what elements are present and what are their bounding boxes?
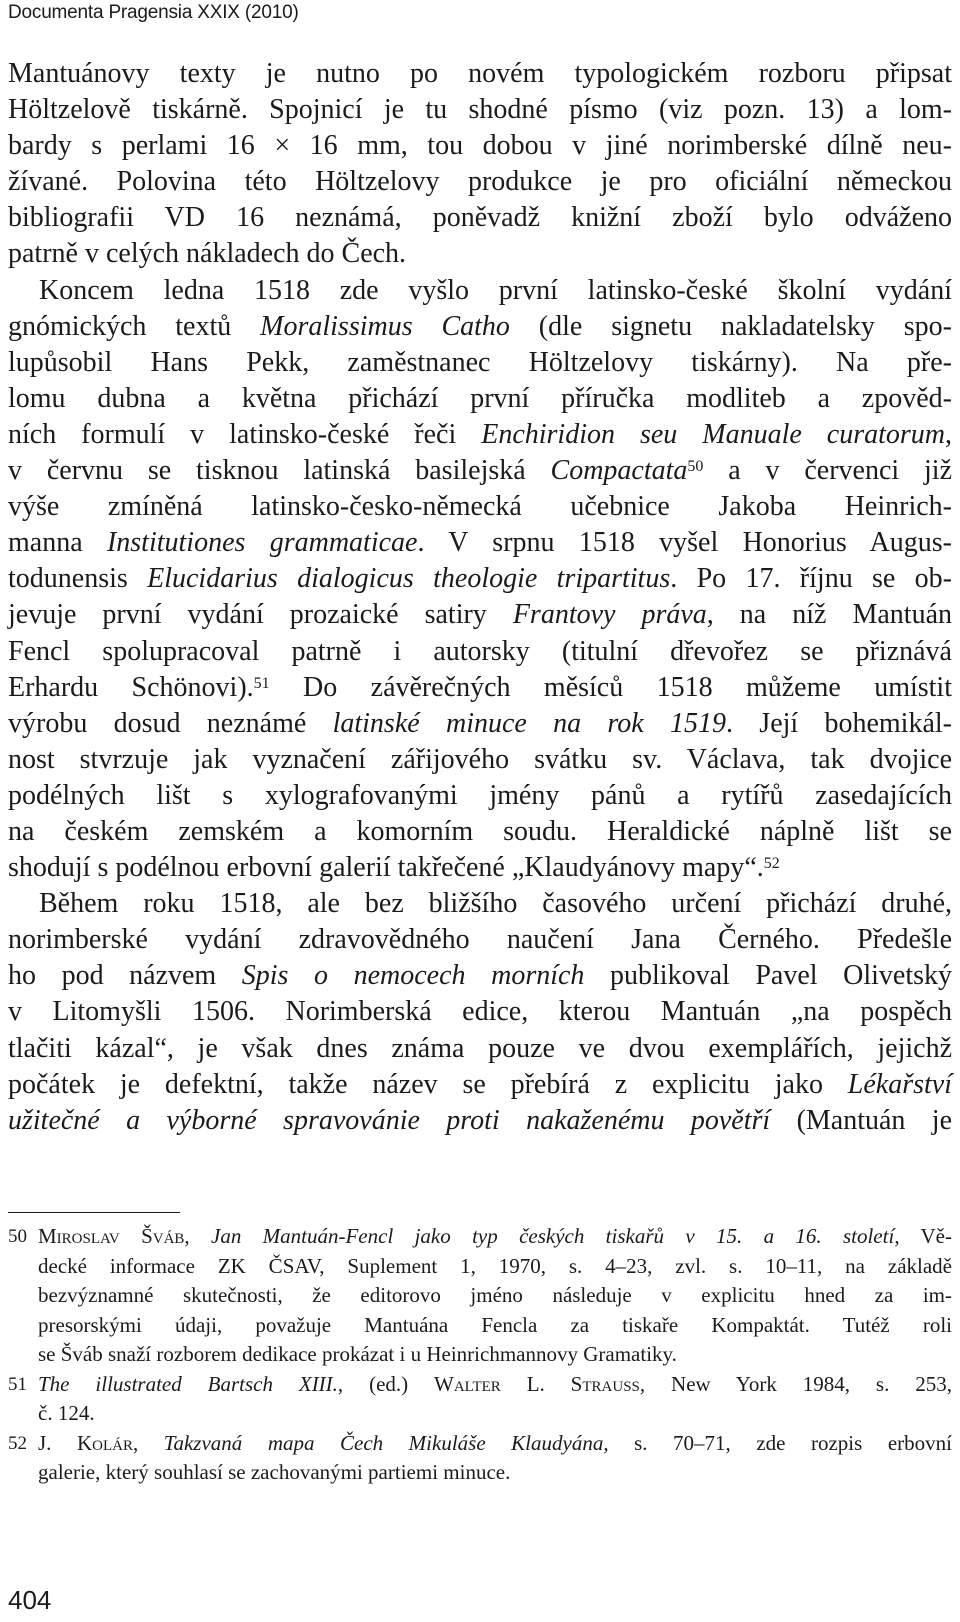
footnotes (8, 1222, 952, 1488)
text-line (8, 561, 952, 597)
italic-title: Frantovy práva (512, 599, 707, 631)
italic-title: Takzvaná mapa Čech Mikuláše Klaudyána (163, 1430, 604, 1455)
footnote-ref: 52 (763, 855, 780, 873)
text-line (8, 164, 952, 200)
text-run: publikoval Pavel Olivetský (584, 960, 953, 992)
footnote-line (8, 1399, 952, 1429)
text-run: nost stvrzuje jak vyznačení zářijového svátku sv. Václava, tak dvojice (8, 743, 952, 775)
footnote (8, 1370, 952, 1429)
text-run: shodují s podélnou erbovní galerií takřečené „Klaudyánovy mapy“. (8, 852, 764, 884)
text-run: počátek je defektní, takže název se přebírá z explicitu jako (8, 1068, 848, 1100)
italic-title: Spis o nemocech morních (241, 960, 585, 992)
text-run: , (945, 418, 952, 450)
text-run: patrně v celých nákladech do Čech. (8, 238, 407, 270)
text-run: lupůsobil Hans Pekk, zaměstnanec Höltzelovy tiskárny). Na pře- (8, 346, 952, 378)
text-run: (dle signetu nakladatelsky spo- (509, 310, 952, 342)
text-run: Erhardu Schönovi). (8, 671, 254, 703)
footnote-line (8, 1340, 952, 1370)
italic-title: latinské minuce na rok 1519 (332, 707, 726, 739)
text-line (8, 850, 952, 886)
text-run: ních formulí v latinsko-české řeči (8, 418, 482, 450)
text-run: . V srpnu 1518 vyšel Honorius Augus- (417, 527, 952, 559)
text-run: podélných lišt s xylografovanými jmény pánů a rytířů zasedajících (8, 779, 952, 811)
italic-title: Elucidarius dialogicus theologie tripartitus (147, 563, 671, 595)
text-line (8, 597, 952, 633)
footnote (8, 1222, 952, 1370)
text-line (8, 1103, 952, 1139)
text-run: Během roku 1518, ale bez bližšího časového určení přichází druhé, (39, 888, 952, 920)
text-run: , s. 70–71, zde rozpis erbovní (603, 1430, 952, 1455)
text-run: Mantuánovy texty je nutno po novém typologickém rozboru připsat (8, 58, 952, 89)
body-text (8, 56, 952, 1139)
text-run: bezvýznamné skutečnosti, že editorovo jméno následuje v explicitu hned za im- (38, 1283, 952, 1307)
text-line (8, 236, 952, 272)
footnote-line (8, 1281, 952, 1311)
text-line (8, 489, 952, 525)
text-run: , na níž Mantuán (706, 599, 952, 631)
italic-title: užitečné a výborné spravovánie proti nakaženému povětří (8, 1104, 771, 1136)
italic-title: Compactata (550, 455, 688, 487)
footnote-number: 50 (8, 1226, 27, 1247)
text-line (8, 670, 952, 706)
text-run: č. 124. (38, 1401, 95, 1425)
text-run: , Vě- (894, 1224, 952, 1248)
text-run: v červnu se tisknou latinská basilejská (8, 455, 551, 487)
text-run: Höltzelově tiskárně. Spojnicí je tu shodné písmo (viz pozn. 13) a lom- (8, 94, 952, 126)
text-line (8, 200, 952, 236)
text-run: na českém zemském a komorním soudu. Heraldické náplně lišt se (8, 815, 952, 847)
text-run: se Šváb snaží rozborem dedikace prokázat i u Heinrichmannovy Gramatiky. (38, 1342, 677, 1366)
footnote-line (8, 1252, 952, 1282)
text-run: lomu dubna a května přichází první příručka modliteb a zpověd- (8, 382, 952, 414)
text-line (8, 309, 952, 345)
text-run: Do závěrečných měsíců 1518 můžeme umístit (269, 671, 952, 703)
italic-title: Institutiones grammaticae (106, 527, 418, 559)
text-run: výše zmíněná latinsko-česko-německá učebnice Jakoba Heinrich- (8, 491, 952, 523)
text-line (8, 994, 952, 1030)
text-run: J. (38, 1430, 77, 1455)
italic-title: The illustrated Bartsch XIII. (38, 1371, 338, 1396)
text-line (8, 92, 952, 128)
text-run: , (132, 1430, 164, 1455)
author-name: Walter L. Strauss (434, 1371, 640, 1396)
text-run: gnómických textů (8, 310, 261, 342)
footnote-ref: 51 (253, 674, 270, 692)
text-run: výrobu dosud neznámé (8, 707, 333, 739)
text-line (8, 56, 952, 92)
text-run: presorskými údaji, považuje Mantuána Fencla za tiskaře Kompaktát. Tutéž roli (38, 1312, 952, 1337)
text-line (8, 958, 952, 994)
footnote-line (8, 1222, 952, 1252)
footnote-number: 52 (8, 1432, 27, 1454)
text-run: jevuje první vydání prozaické satiry (8, 599, 513, 631)
italic-title: Jan Mantuán-Fencl jako typ českých tiskařů v 15. a 16. století (211, 1224, 895, 1248)
text-line (8, 742, 952, 778)
text-line (8, 345, 952, 381)
text-line (8, 417, 952, 453)
text-line (8, 525, 952, 561)
page-number: 404 (8, 1585, 52, 1615)
text-run: , New York 1984, s. 253, (639, 1371, 952, 1396)
italic-title: Moralissimus Catho (260, 310, 510, 342)
text-run: (Mantuán je (770, 1104, 953, 1136)
text-line (8, 814, 952, 850)
text-run: tlačiti kázal“, je však dnes známa pouze ve dvou exemplářích, jejichž (8, 1032, 952, 1064)
footnote-number: 51 (8, 1373, 27, 1395)
text-run: norimberské vydání zdravovědného naučení Jana Černého. Předešle (8, 924, 952, 956)
text-line (8, 453, 952, 489)
author-name: Kolár (76, 1430, 133, 1455)
footnote-line (8, 1370, 952, 1400)
text-run: bardy s perlami 16 × 16 mm, tou dobou v jiné norimberské dílně neu- (8, 130, 952, 162)
text-line (8, 706, 952, 742)
footnote-line (8, 1311, 952, 1341)
running-header: Documenta Pragensia XXIX (2010) (8, 2, 299, 23)
footnote-line (8, 1458, 952, 1488)
footnote-ref: 50 (687, 458, 704, 476)
text-run: Fencl spolupracoval patrně i autorsky (titulní dřevořez se přiznává (8, 635, 952, 667)
text-run: Koncem ledna 1518 zde vyšlo první latinsko-české školní vydání (39, 274, 952, 306)
text-line (8, 778, 952, 814)
text-run: manna (8, 527, 107, 559)
text-line (8, 922, 952, 958)
text-run: todunensis (8, 563, 148, 595)
text-run: žívané. Polovina této Höltzelovy produkce je pro oficiální německou (8, 166, 952, 198)
text-line (8, 1067, 952, 1103)
text-run: a v červenci již (703, 455, 952, 487)
footnote-rule (8, 1212, 180, 1213)
text-line (8, 273, 952, 309)
italic-title: Lékařství (847, 1068, 952, 1100)
text-run: v Litomyšli 1506. Norimberská edice, kterou Mantuán „na pospěch (8, 996, 952, 1028)
italic-title: Enchiridion seu Manuale curatorum (481, 418, 945, 450)
text-line (8, 1031, 952, 1067)
text-line (8, 634, 952, 670)
text-run: . Její bohemikál- (726, 707, 952, 739)
text-run: bibliografii VD 16 neznámá, poněvadž knižní zboží bylo odváženo (8, 202, 952, 234)
text-line (8, 128, 952, 164)
text-run: , (184, 1224, 211, 1248)
text-run: . Po 17. říjnu se ob- (670, 563, 953, 595)
footnote-line (8, 1429, 952, 1459)
footnote (8, 1429, 952, 1488)
text-run: ho pod názvem (8, 960, 242, 992)
text-run: galerie, který souhlasí se zachovanými partiemi minuce. (38, 1460, 511, 1484)
text-run: , (ed.) (337, 1371, 435, 1396)
author-name: Miroslav Šváb (38, 1224, 185, 1248)
text-run: decké informace ZK ČSAV, Suplement 1, 1970, s. 4–23, zvl. s. 10–11, na základě (38, 1253, 952, 1278)
text-line (8, 381, 952, 417)
text-line (8, 886, 952, 922)
